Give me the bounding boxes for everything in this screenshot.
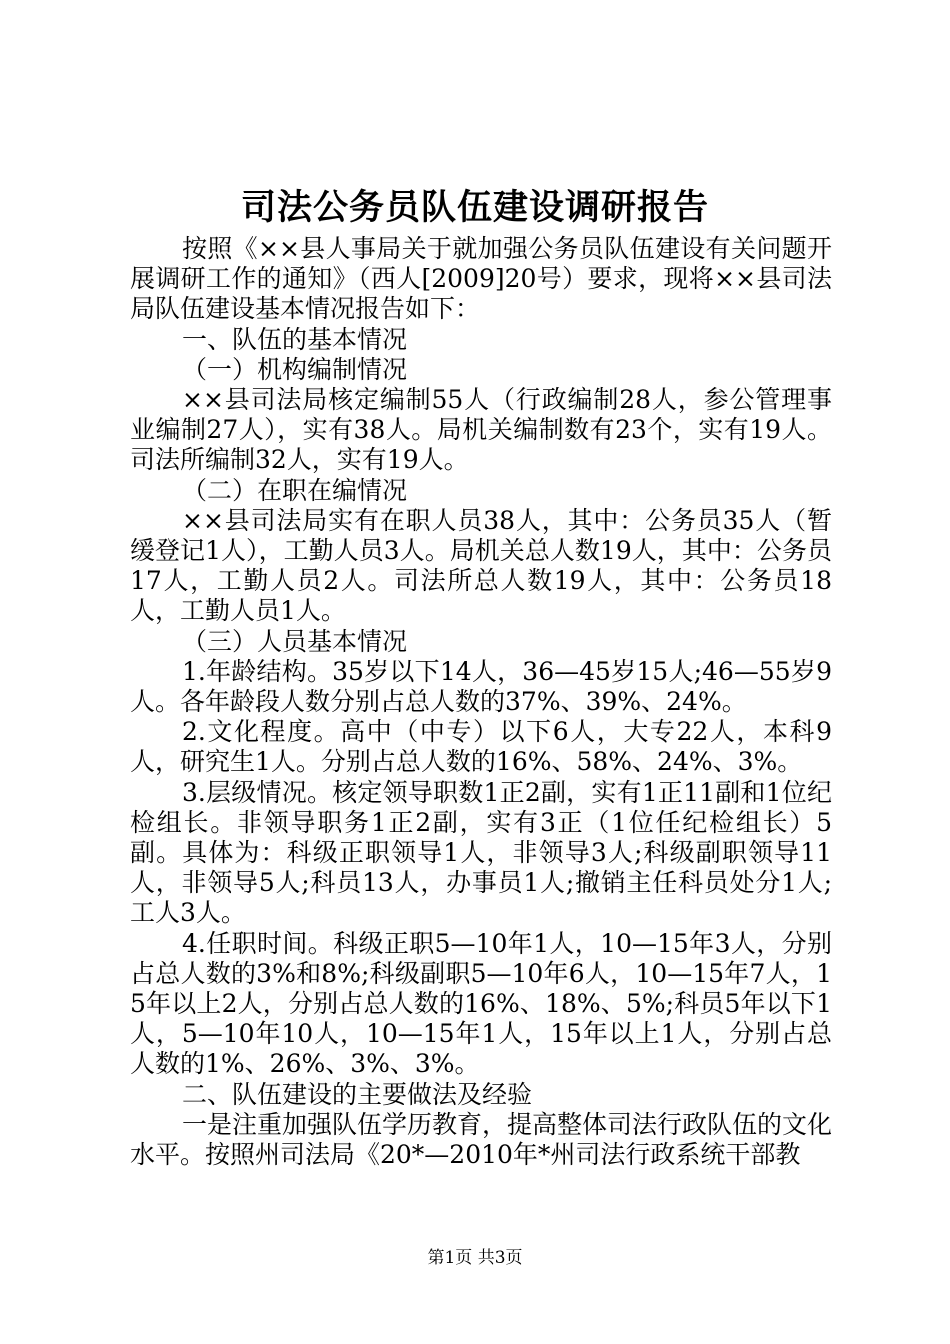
section-heading-2: 二、队伍建设的主要做法及经验 <box>182 1079 533 1109</box>
document-body <box>130 234 832 1170</box>
section-heading-1: 一、队伍的基本情况 <box>182 324 408 354</box>
intro-paragraph: 按照《××县人事局关于就加强公务员队伍建设有关问题开展调研工作的通知》（西人[2009]20号）要求，现将××县司法局队伍建设基本情况报告如下： <box>130 234 832 324</box>
page-number: 第1页 共3页 <box>427 1248 523 1268</box>
subsection-heading-1-1: （一）机构编制情况 <box>182 354 408 384</box>
paragraph-tenure: 4.任职时间。科级正职5—10年1人，10—15年3人，分别占总人数的3%和8%;科级副职5—10年6人，10—15年7人，15年以上2人，分别占总人数的16%、18%、5%;科员5年以下1人，5—10年10人，10—15年1人，15年以上1人，分别占总人数的1%、26%、3%、3%。 <box>130 928 832 1079</box>
paragraph-staffing-quota: ××县司法局核定编制55人（行政编制28人，参公管理事业编制27人），实有38人。局机关编制数有23个，实有19人。司法所编制32人，实有19人。 <box>130 385 832 475</box>
document-title: 司法公务员队伍建设调研报告 <box>240 187 709 228</box>
subsection-heading-1-2: （二）在职在编情况 <box>182 475 408 505</box>
paragraph-education: 2.文化程度。高中（中专）以下6人，大专22人，本科9人，研究生1人。分别占总人数的16%、58%、24%、3%。 <box>130 717 832 777</box>
paragraph-age-structure: 1.年龄结构。35岁以下14人，36—45岁15人;46—55岁9人。各年龄段人数分别占总人数的37%、39%、24%。 <box>130 656 832 717</box>
paragraph-rank-levels: 3.层级情况。核定领导职数1正2副，实有1正11副和1位纪检组长。非领导职务1正2副，实有3正（1位任纪检组长）5副。具体为：科级正职领导1人，非领导3人;科级副职领导11人，非领导5人;科员13人，办事员1人;撤销主任科员处分1人;工人3人。 <box>130 777 832 928</box>
paragraph-current-staff: ××县司法局实有在职人员38人，其中：公务员35人（暂缓登记1人），工勤人员3人。局机关总人数19人，其中：公务员17人，工勤人员2人。司法所总人数19人，其中：公务员18人，工勤人员1人。 <box>130 505 832 626</box>
paragraph-education-measures: 一是注重加强队伍学历教育，提高整体司法行政队伍的文化水平。按照州司法局《20*—2010年*州司法行政系统干部教 <box>130 1109 833 1170</box>
subsection-heading-1-3: （三）人员基本情况 <box>182 626 408 656</box>
